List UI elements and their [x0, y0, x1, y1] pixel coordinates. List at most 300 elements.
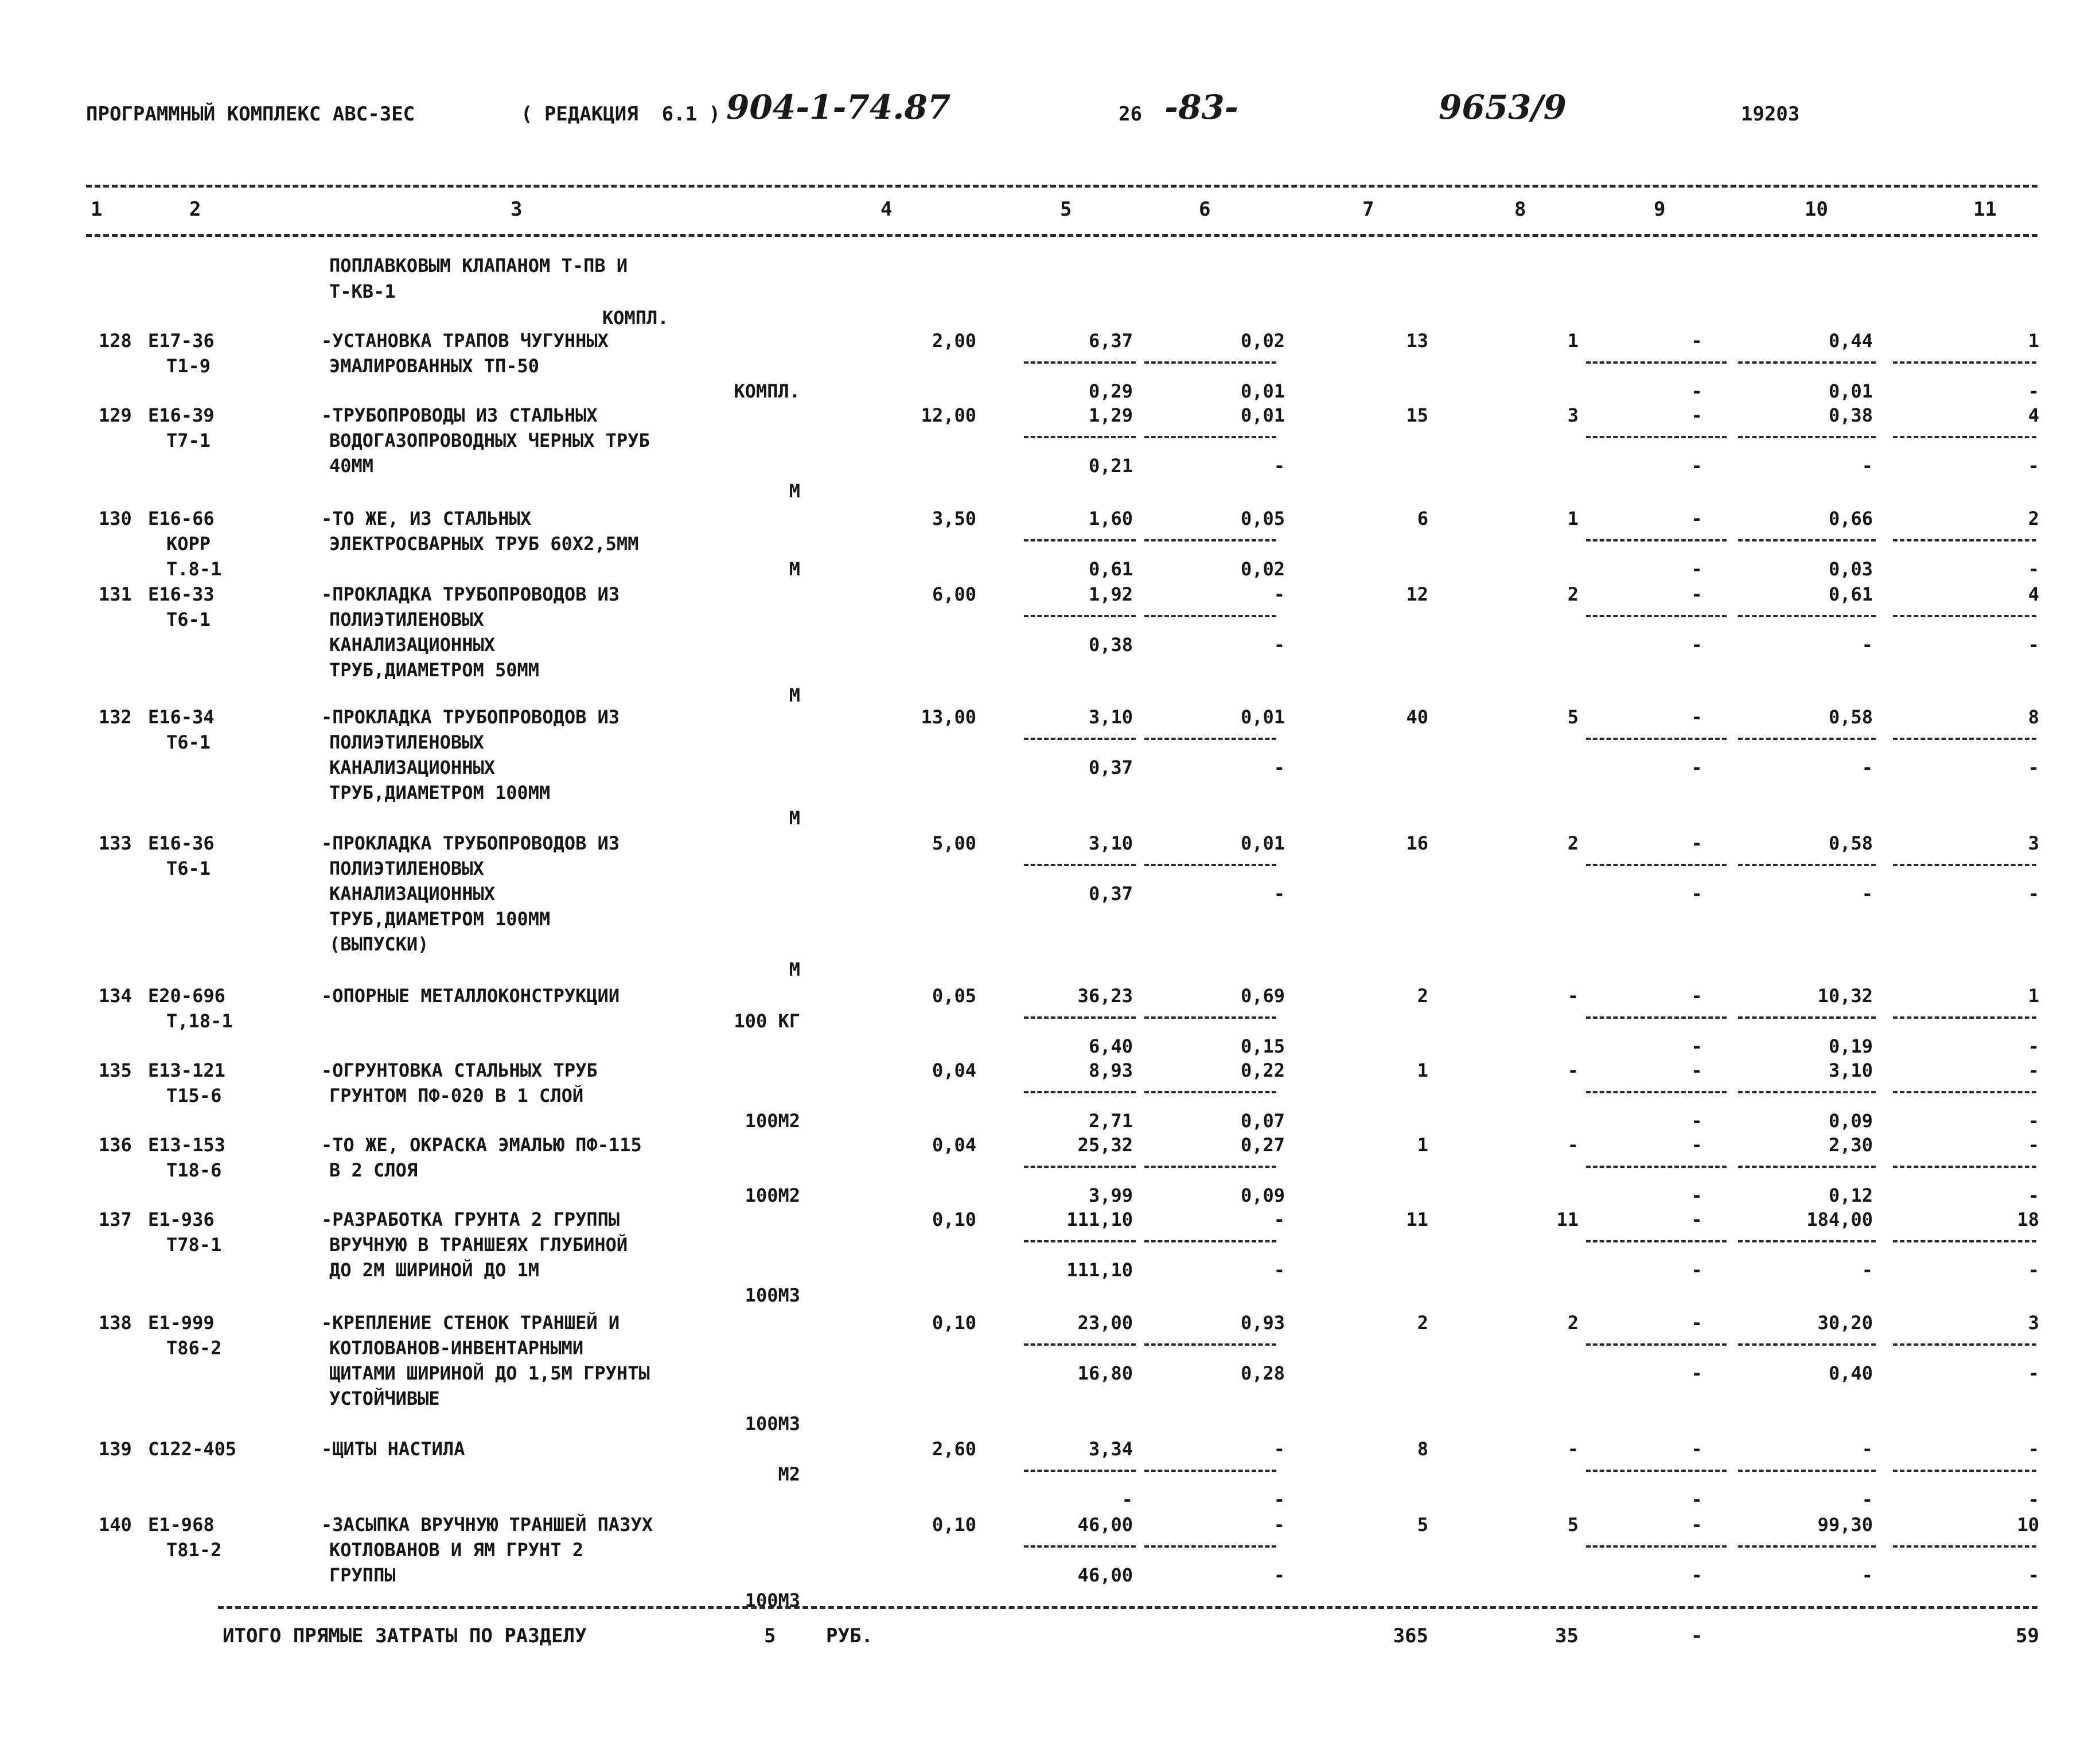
row-128-sep-6	[1144, 361, 1276, 364]
row-130-sep-6	[1144, 539, 1276, 541]
row-129-col6-lower: -	[1273, 455, 1285, 477]
row-134-col9: -	[1691, 985, 1702, 1007]
row-132-col7: 40	[1406, 706, 1428, 728]
row-140-col9-lower: -	[1691, 1564, 1702, 1586]
row-128-qty: 2,00	[932, 330, 976, 352]
row-140-code-2: Т81-2	[166, 1539, 222, 1561]
row-134-number: 134	[99, 985, 132, 1007]
row-134-col6-lower: 0,15	[1240, 1035, 1285, 1057]
row-128-desc-1: -УСТАНОВКА ТРАПОВ ЧУГУННЫХ	[321, 330, 609, 352]
row-136-code-1: Е13-153	[148, 1134, 225, 1156]
row-136-col11-lower: -	[2028, 1185, 2039, 1206]
row-139-sep-9	[1586, 1470, 1727, 1472]
row-136-col9: -	[1691, 1134, 1702, 1156]
row-138-code-2: Т86-2	[166, 1337, 222, 1359]
row-133-unit: М	[789, 959, 800, 980]
row-128-col5: 6,37	[1088, 330, 1133, 352]
row-139-qty: 2,60	[932, 1438, 976, 1460]
row-129-desc-3: 40ММ	[329, 455, 374, 477]
row-130-sep-9	[1586, 539, 1727, 541]
row-140-col11-lower: -	[2028, 1564, 2039, 1586]
row-133-col10: 0,58	[1828, 832, 1873, 854]
total-rule	[218, 1606, 2037, 1609]
row-139-sep-10	[1738, 1470, 1876, 1472]
row-128-col7: 13	[1406, 330, 1428, 352]
row-129-qty: 12,00	[921, 404, 976, 426]
row-140-unit: 100М3	[745, 1589, 800, 1611]
row-137-sep-6	[1144, 1240, 1276, 1242]
row-130-col5: 1,60	[1088, 508, 1133, 529]
row-133-desc-4: ТРУБ,ДИАМЕТРОМ 100ММ	[329, 908, 551, 930]
row-132-col10: 0,58	[1828, 706, 1873, 728]
reference-number: 19203	[1741, 103, 1800, 126]
row-132-desc-2: ПОЛИЭТИЛЕНОВЫХ	[329, 731, 484, 753]
row-129-sep-5	[1024, 436, 1136, 438]
row-129-col11: 4	[2028, 404, 2039, 426]
row-131-col6: -	[1273, 583, 1285, 605]
row-132-sep-9	[1586, 738, 1727, 740]
row-135-col9: -	[1691, 1059, 1702, 1081]
row-133-sep-10	[1738, 864, 1876, 866]
row-133-code-2: Т6-1	[166, 858, 211, 879]
row-138-col10-lower: 0,40	[1828, 1362, 1873, 1384]
total-col7: 365	[1393, 1624, 1428, 1647]
row-132-code-2: Т6-1	[166, 731, 211, 753]
row-136-col11: -	[2028, 1134, 2039, 1156]
row-137-sep-10	[1738, 1240, 1876, 1242]
row-140-number: 140	[99, 1514, 132, 1536]
row-132-col8: 5	[1567, 706, 1579, 728]
row-134-col8: -	[1567, 985, 1579, 1007]
row-138-col11-lower: -	[2028, 1362, 2039, 1384]
row-134-code-2: Т,18-1	[166, 1010, 233, 1032]
row-137-code-2: Т78-1	[166, 1234, 222, 1256]
header-rule-top	[86, 185, 2037, 188]
row-128-col9-lower: -	[1691, 380, 1702, 402]
row-133-desc-5: (ВЫПУСКИ)	[329, 933, 429, 955]
row-140-col7: 5	[1417, 1514, 1428, 1536]
row-129-code-1: Е16-39	[148, 404, 215, 426]
row-131-code-2: Т6-1	[166, 609, 211, 630]
row-138-code-1: Е1-999	[148, 1312, 215, 1334]
row-137-col6-lower: -	[1273, 1259, 1285, 1281]
row-137-code-1: Е1-936	[148, 1209, 215, 1230]
row-130-desc-2: ЭЛЕКТРОСВАРНЫХ ТРУБ 60Х2,5ММ	[329, 533, 639, 555]
row-133-col5-lower: 0,37	[1088, 883, 1133, 905]
row-129-desc-2: ВОДОГАЗОПРОВОДНЫХ ЧЕРНЫХ ТРУБ	[329, 430, 650, 451]
row-135-col5: 8,93	[1088, 1059, 1133, 1081]
row-133-col9: -	[1691, 832, 1702, 854]
row-131-sep-9	[1586, 615, 1727, 617]
row-136-col10: 2,30	[1828, 1134, 1873, 1156]
row-129-sep-10	[1738, 436, 1876, 438]
carryover-unit: КОМПЛ.	[602, 307, 669, 329]
row-135-number: 135	[99, 1059, 132, 1081]
row-134-unit: 100 КГ	[734, 1010, 800, 1032]
row-128-sep-10	[1738, 361, 1876, 364]
row-135-sep-5	[1024, 1091, 1136, 1093]
row-138-col7: 2	[1417, 1312, 1428, 1334]
row-129-col10-lower: -	[1861, 455, 1873, 477]
row-128-number: 128	[99, 330, 132, 352]
row-135-sep-11	[1893, 1091, 2036, 1093]
row-133-sep-5	[1024, 864, 1136, 866]
row-131-col8: 2	[1567, 583, 1579, 605]
row-128-col9: -	[1691, 330, 1702, 352]
row-132-desc-3: КАНАЛИЗАЦИОННЫХ	[329, 757, 495, 778]
row-135-qty: 0,04	[932, 1059, 976, 1081]
row-132-unit: М	[789, 807, 800, 829]
program-name: ПРОГРАММНЫЙ КОМПЛЕКС АВС-ЗЕС	[86, 103, 415, 126]
row-135-desc-2: ГРУНТОМ ПФ-020 В 1 СЛОЙ	[329, 1085, 584, 1107]
row-140-col9: -	[1691, 1514, 1702, 1536]
row-137-sep-5	[1024, 1240, 1136, 1242]
row-137-col11: 18	[2017, 1209, 2039, 1230]
row-134-col7: 2	[1417, 985, 1428, 1007]
row-136-col9-lower: -	[1691, 1185, 1702, 1206]
row-131-col5-lower: 0,38	[1088, 634, 1133, 656]
row-132-col9-lower: -	[1691, 757, 1702, 778]
row-131-col7: 12	[1406, 583, 1428, 605]
row-140-col10: 99,30	[1817, 1514, 1873, 1536]
row-128-col5-lower: 0,29	[1088, 380, 1133, 402]
row-136-qty: 0,04	[932, 1134, 976, 1156]
row-140-sep-10	[1738, 1545, 1876, 1548]
row-138-desc-2: КОТЛОВАНОВ-ИНВЕНТАРНЫМИ	[329, 1337, 584, 1359]
column-header-1: 1	[91, 198, 103, 221]
row-136-col10-lower: 0,12	[1828, 1185, 1873, 1206]
row-129-number: 129	[99, 404, 132, 426]
row-129-col10: 0,38	[1828, 404, 1873, 426]
row-136-col5-lower: 3,99	[1088, 1185, 1133, 1206]
row-131-col9: -	[1691, 583, 1702, 605]
row-130-col10-lower: 0,03	[1828, 558, 1873, 580]
row-132-sep-6	[1144, 738, 1276, 740]
column-header-2: 2	[189, 198, 201, 221]
row-136-sep-10	[1738, 1166, 1876, 1168]
row-137-qty: 0,10	[932, 1209, 976, 1230]
row-131-qty: 6,00	[932, 583, 976, 605]
row-139-unit: М2	[778, 1463, 800, 1485]
row-135-col7: 1	[1417, 1059, 1428, 1081]
row-129-code-2: Т7-1	[166, 430, 211, 451]
row-137-col11-lower: -	[2028, 1259, 2039, 1281]
document-number: 9653/9	[1439, 88, 1567, 127]
row-140-col5: 46,00	[1077, 1514, 1133, 1536]
row-138-col6-lower: 0,28	[1240, 1362, 1285, 1384]
row-131-col11: 4	[2028, 583, 2039, 605]
row-136-col7: 1	[1417, 1134, 1428, 1156]
row-137-col7: 11	[1406, 1209, 1428, 1230]
row-139-col5: 3,34	[1088, 1438, 1133, 1460]
row-137-number: 137	[99, 1209, 132, 1230]
row-139-number: 139	[99, 1438, 132, 1460]
row-138-desc-3: ЩИТАМИ ШИРИНОЙ ДО 1,5М ГРУНТЫ	[329, 1362, 650, 1384]
row-135-col6: 0,22	[1240, 1059, 1285, 1081]
row-131-sep-5	[1024, 615, 1136, 617]
header-rule-bottom	[86, 234, 2037, 237]
row-131-col11-lower: -	[2028, 634, 2039, 656]
row-129-col9-lower: -	[1691, 455, 1702, 477]
row-140-col5-lower: 46,00	[1077, 1564, 1133, 1586]
row-140-sep-5	[1024, 1545, 1136, 1548]
row-132-desc-1: -ПРОКЛАДКА ТРУБОПРОВОДОВ ИЗ	[321, 706, 620, 728]
row-137-col5: 111,10	[1066, 1209, 1133, 1230]
row-131-col6-lower: -	[1273, 634, 1285, 656]
row-128-code-1: Е17-36	[148, 330, 215, 352]
row-128-col6-lower: 0,01	[1240, 380, 1285, 402]
row-137-col9-lower: -	[1691, 1259, 1702, 1281]
row-129-sep-9	[1586, 436, 1727, 438]
row-140-col6-lower: -	[1273, 1564, 1285, 1586]
row-138-col5: 23,00	[1077, 1312, 1133, 1334]
row-136-sep-11	[1893, 1166, 2036, 1168]
row-139-sep-5	[1024, 1470, 1136, 1472]
row-134-col5-lower: 6,40	[1088, 1035, 1133, 1057]
row-135-col10-lower: 0,09	[1828, 1110, 1873, 1132]
row-139-col6: -	[1273, 1438, 1285, 1460]
row-130-number: 130	[99, 508, 132, 529]
row-134-sep-6	[1144, 1016, 1276, 1019]
row-133-col7: 16	[1406, 832, 1428, 854]
row-134-col5: 36,23	[1077, 985, 1133, 1007]
row-128-desc-2: ЭМАЛИРОВАННЫХ ТП-50	[329, 355, 540, 377]
row-138-number: 138	[99, 1312, 132, 1334]
row-135-col9-lower: -	[1691, 1110, 1702, 1132]
column-header-7: 7	[1362, 198, 1374, 221]
row-140-sep-9	[1586, 1545, 1727, 1548]
row-132-col5-lower: 0,37	[1088, 757, 1133, 778]
row-130-col7: 6	[1417, 508, 1428, 529]
row-135-col6-lower: 0,07	[1240, 1110, 1285, 1132]
row-139-col7: 8	[1417, 1438, 1428, 1460]
row-134-sep-5	[1024, 1016, 1136, 1019]
row-132-col10-lower: -	[1861, 757, 1873, 778]
row-131-col5: 1,92	[1088, 583, 1133, 605]
row-130-col11: 2	[2028, 508, 2039, 529]
row-133-col6-lower: -	[1273, 883, 1285, 905]
row-129-col8: 3	[1567, 404, 1579, 426]
row-136-col8: -	[1567, 1134, 1579, 1156]
row-137-col8: 11	[1556, 1209, 1579, 1230]
row-138-sep-11	[1893, 1343, 2036, 1346]
row-136-sep-9	[1586, 1166, 1727, 1168]
row-138-sep-10	[1738, 1343, 1876, 1346]
row-139-col10-lower: -	[1861, 1489, 1873, 1510]
row-130-col6: 0,05	[1240, 508, 1285, 529]
row-137-col10: 184,00	[1806, 1209, 1873, 1230]
row-139-col8: -	[1567, 1438, 1579, 1460]
row-140-desc-2: КОТЛОВАНОВ И ЯМ ГРУНТ 2	[329, 1539, 584, 1561]
row-128-col8: 1	[1567, 330, 1579, 352]
row-138-col8: 2	[1567, 1312, 1579, 1334]
row-129-col11-lower: -	[2028, 455, 2039, 477]
row-137-desc-2: ВРУЧНУЮ В ТРАНШЕЯХ ГЛУБИНОЙ	[329, 1234, 628, 1256]
row-138-sep-6	[1144, 1343, 1276, 1346]
row-139-col11-lower: -	[2028, 1489, 2039, 1510]
row-130-unit: М	[789, 558, 800, 580]
row-133-col9-lower: -	[1691, 883, 1702, 905]
row-136-unit: 100М2	[745, 1185, 800, 1206]
row-136-number: 136	[99, 1134, 132, 1156]
row-140-col10-lower: -	[1861, 1564, 1873, 1586]
row-128-unit: КОМПЛ.	[734, 380, 800, 402]
row-128-sep-11	[1893, 361, 2036, 364]
row-135-desc-1: -ОГРУНТОВКА СТАЛЬНЫХ ТРУБ	[321, 1059, 598, 1081]
row-131-desc-3: КАНАЛИЗАЦИОННЫХ	[329, 634, 495, 656]
row-138-qty: 0,10	[932, 1312, 976, 1334]
row-137-col5-lower: 111,10	[1066, 1259, 1133, 1281]
row-136-code-2: Т18-6	[166, 1159, 222, 1181]
row-130-code-1: Е16-66	[148, 508, 215, 529]
row-137-desc-1: -РАЗРАБОТКА ГРУНТА 2 ГРУППЫ	[321, 1209, 620, 1230]
edition: ( РЕДАКЦИЯ 6.1 )	[521, 103, 720, 126]
row-136-col6: 0,27	[1240, 1134, 1285, 1156]
row-137-col9: -	[1691, 1209, 1702, 1230]
row-139-sep-6	[1144, 1470, 1276, 1472]
row-130-qty: 3,50	[932, 508, 976, 529]
row-132-qty: 13,00	[921, 706, 976, 728]
row-139-col10: -	[1861, 1438, 1873, 1460]
row-139-code-1: С122-405	[148, 1438, 237, 1460]
total-col11: 59	[2016, 1624, 2039, 1647]
row-136-sep-6	[1144, 1166, 1276, 1168]
row-138-unit: 100М3	[745, 1413, 800, 1435]
row-132-col11: 8	[2028, 706, 2039, 728]
row-135-sep-10	[1738, 1091, 1876, 1093]
row-131-desc-1: -ПРОКЛАДКА ТРУБОПРОВОДОВ ИЗ	[321, 583, 620, 605]
column-header-4: 4	[880, 198, 893, 221]
row-132-col11-lower: -	[2028, 757, 2039, 778]
row-139-sep-11	[1893, 1470, 2036, 1472]
row-132-sep-10	[1738, 738, 1876, 740]
row-134-sep-11	[1893, 1016, 2036, 1019]
row-130-col9-lower: -	[1691, 558, 1702, 580]
row-133-col8: 2	[1567, 832, 1579, 854]
row-138-col6: 0,93	[1240, 1312, 1285, 1334]
row-134-col11: 1	[2028, 985, 2039, 1007]
row-134-code-1: Е20-696	[148, 985, 225, 1007]
row-138-sep-5	[1024, 1343, 1136, 1346]
row-134-col10-lower: 0,19	[1828, 1035, 1873, 1057]
row-136-desc-2: В 2 СЛОЯ	[329, 1159, 418, 1181]
row-129-col6: 0,01	[1240, 404, 1285, 426]
row-130-col9: -	[1691, 508, 1702, 529]
row-128-code-2: Т1-9	[166, 355, 211, 377]
row-138-desc-4: УСТОЙЧИВЫЕ	[329, 1388, 440, 1409]
row-131-sep-10	[1738, 615, 1876, 617]
row-134-qty: 0,05	[932, 985, 976, 1007]
row-129-sep-6	[1144, 436, 1276, 438]
row-138-col9-lower: -	[1691, 1362, 1702, 1384]
project-number: 904-1-74.87	[726, 88, 951, 127]
row-133-col10-lower: -	[1861, 883, 1873, 905]
row-132-col5: 3,10	[1088, 706, 1133, 728]
row-140-desc-1: -ЗАСЫПКА ВРУЧНУЮ ТРАНШЕЙ ПАЗУХ	[321, 1514, 653, 1536]
row-134-col6: 0,69	[1240, 985, 1285, 1007]
column-header-8: 8	[1514, 198, 1526, 221]
row-139-col5-lower: -	[1121, 1489, 1133, 1510]
row-137-sep-11	[1893, 1240, 2036, 1242]
row-133-col11: 3	[2028, 832, 2039, 854]
row-133-desc-1: -ПРОКЛАДКА ТРУБОПРОВОДОВ ИЗ	[321, 832, 620, 854]
row-131-sep-6	[1144, 615, 1276, 617]
row-130-col5-lower: 0,61	[1088, 558, 1133, 580]
row-130-col6-lower: 0,02	[1240, 558, 1285, 580]
row-128-col11-lower: -	[2028, 380, 2039, 402]
row-133-sep-9	[1586, 864, 1727, 866]
column-header-11: 11	[1973, 198, 1997, 221]
row-135-code-1: Е13-121	[148, 1059, 225, 1081]
row-131-desc-2: ПОЛИЭТИЛЕНОВЫХ	[329, 609, 484, 630]
row-136-col5: 25,32	[1077, 1134, 1133, 1156]
row-133-qty: 5,00	[932, 832, 976, 854]
row-140-desc-3: ГРУППЫ	[329, 1564, 396, 1586]
row-130-col11-lower: -	[2028, 558, 2039, 580]
row-132-sep-11	[1893, 738, 2036, 740]
row-134-col9-lower: -	[1691, 1035, 1702, 1057]
row-132-col6-lower: -	[1273, 757, 1285, 778]
row-128-col6: 0,02	[1240, 330, 1285, 352]
row-139-desc-1: -ЩИТЫ НАСТИЛА	[321, 1438, 465, 1460]
row-131-number: 131	[99, 583, 132, 605]
row-133-sep-6	[1144, 864, 1276, 866]
row-132-sep-5	[1024, 738, 1136, 740]
row-139-col9: -	[1691, 1438, 1702, 1460]
row-128-sep-9	[1586, 361, 1727, 364]
row-135-sep-6	[1144, 1091, 1276, 1093]
row-132-code-1: Е16-34	[148, 706, 215, 728]
row-140-col8: 5	[1567, 1514, 1579, 1536]
row-131-col9-lower: -	[1691, 634, 1702, 656]
row-129-sep-11	[1893, 436, 2036, 438]
column-header-5: 5	[1060, 198, 1072, 221]
row-129-desc-1: -ТРУБОПРОВОДЫ ИЗ СТАЛЬНЫХ	[321, 404, 598, 426]
row-134-sep-9	[1586, 1016, 1727, 1019]
row-130-code-3: Т.8-1	[166, 558, 222, 580]
row-138-col11: 3	[2028, 1312, 2039, 1334]
row-138-col10: 30,20	[1817, 1312, 1873, 1334]
row-130-desc-1: -ТО ЖЕ, ИЗ СТАЛЬНЫХ	[321, 508, 532, 529]
row-131-desc-4: ТРУБ,ДИАМЕТРОМ 50ММ	[329, 659, 540, 681]
total-col9: -	[1690, 1624, 1703, 1647]
row-130-code-2: КОРР	[166, 533, 211, 555]
row-135-code-2: Т15-6	[166, 1085, 222, 1107]
row-134-sep-10	[1738, 1016, 1876, 1019]
row-137-col6: -	[1273, 1209, 1285, 1230]
row-131-col10-lower: -	[1861, 634, 1873, 656]
row-138-desc-1: -КРЕПЛЕНИЕ СТЕНОК ТРАНШЕЙ И	[321, 1312, 620, 1334]
total-label: ИТОГО ПРЯМЫЕ ЗАТРАТЫ ПО РАЗДЕЛУ	[223, 1624, 587, 1647]
total-currency: РУБ.	[826, 1624, 873, 1647]
row-134-col11-lower: -	[2028, 1035, 2039, 1057]
row-140-sep-6	[1144, 1545, 1276, 1548]
row-140-col6: -	[1273, 1514, 1285, 1536]
row-137-sep-9	[1586, 1240, 1727, 1242]
row-133-desc-3: КАНАЛИЗАЦИОННЫХ	[329, 883, 495, 905]
row-140-code-1: Е1-968	[148, 1514, 215, 1536]
row-128-col10-lower: 0,01	[1828, 380, 1873, 402]
total-section: 5	[764, 1624, 776, 1647]
row-136-col6-lower: 0,09	[1240, 1185, 1285, 1206]
column-header-6: 6	[1199, 198, 1211, 221]
row-133-col11-lower: -	[2028, 883, 2039, 905]
row-130-sep-10	[1738, 539, 1876, 541]
row-136-sep-5	[1024, 1166, 1136, 1168]
row-136-desc-1: -ТО ЖЕ, ОКРАСКА ЭМАЛЬЮ ПФ-115	[321, 1134, 642, 1156]
row-133-col6: 0,01	[1240, 832, 1285, 854]
row-137-col10-lower: -	[1861, 1259, 1873, 1281]
